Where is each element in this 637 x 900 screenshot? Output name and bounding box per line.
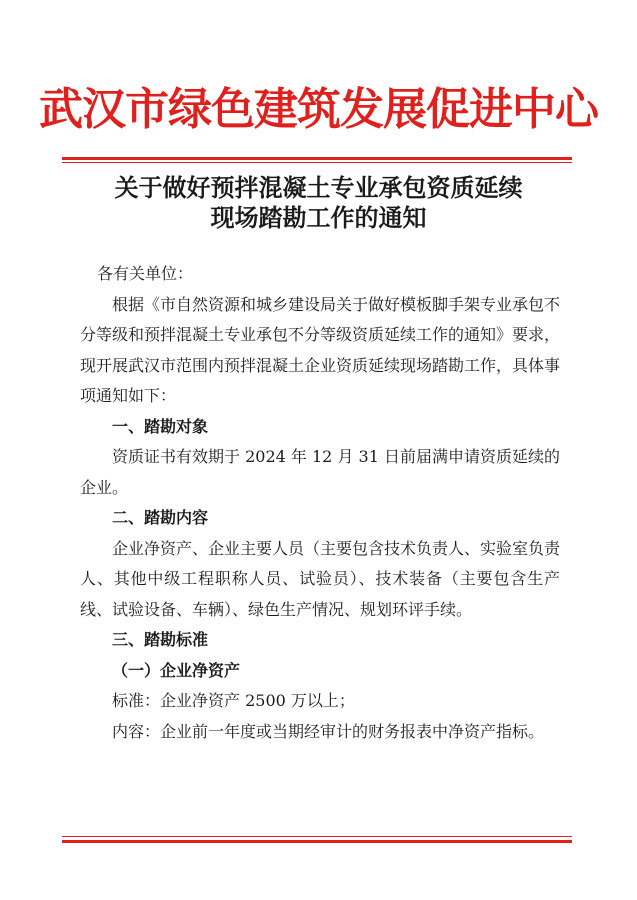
footer-red-rule-thick [62, 840, 572, 843]
org-header: 武汉市绿色建筑发展促进中心 [39, 84, 598, 135]
section2-text: 企业净资产、企业主要人员（主要包含技术负责人、实验室负责人、其他中级工程职称人员、试验员）、技术装备（主要包含生产线、试验设备、车辆）、绿色生产情况、规划环评手续。 [80, 538, 561, 619]
doc-title-line1: 关于做好预拌混凝土专业承包资质延续 [114, 173, 523, 202]
doc-title-line2: 现场踏勘工作的通知 [210, 203, 427, 232]
section1-heading: 一、踏勘对象 [112, 416, 209, 436]
footer-red-rule-thin [62, 836, 572, 837]
section2-heading: 二、踏勘内容 [112, 508, 209, 527]
intro-paragraph: 根据《市自然资源和城乡建设局关于做好模板脚手架专业承包不分等级和预拌混凝土专业承包不分等级资质延续工作的通知》要求，现开展武汉市范围内预拌混凝土企业资质延续现场踏勘工作，具体事项通知如下： [80, 294, 561, 405]
content-text: 内容：企业前一年度或当期经审计的财务报表中净资产指标。 [112, 721, 545, 741]
section1-text: 资质证书有效期于 2024 年 12 月 31 日前届满申请资质延续的企业。 [80, 447, 560, 497]
subsection1-heading: （一）企业净资产 [112, 660, 241, 680]
salutation: 各有关单位： [97, 264, 194, 283]
standard-text: 标准：企业净资产 2500 万以上； [112, 691, 355, 710]
header-red-rule-thin [62, 162, 572, 163]
header-red-rule-thick [62, 157, 572, 160]
doc-body [80, 259, 560, 747]
section3-heading: 三、踏勘标准 [112, 630, 209, 649]
